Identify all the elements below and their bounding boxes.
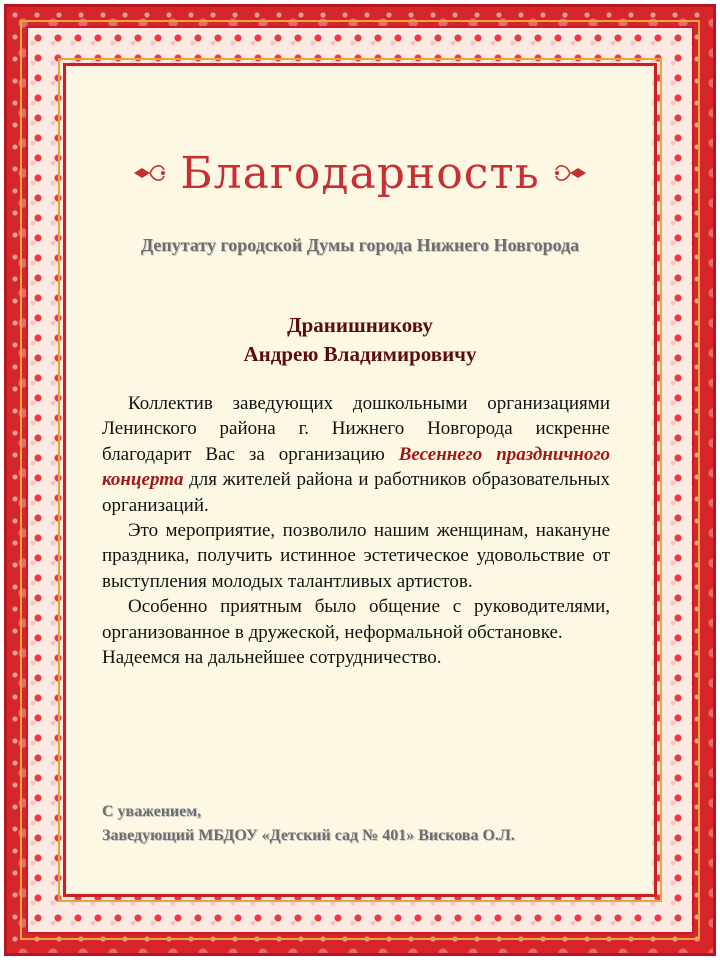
- paragraph-3: Особенно приятным было общение с руководителями, организованное в дружеской, неформальной обстановке.: [102, 596, 610, 643]
- paragraph-2: Это мероприятие, позволило нашим женщинам, накануне праздника, получить истинное эстетическое удовольствие от выступления молодых талантливых артистов.: [102, 520, 610, 592]
- concert-name-highlight: Весеннего праздничного концерта: [102, 443, 610, 491]
- document-title: Благодарность: [180, 147, 540, 199]
- flourish-left-icon: [132, 158, 166, 188]
- letter-body: [102, 391, 610, 670]
- title-row: [68, 138, 652, 208]
- flourish-right-icon: [554, 158, 588, 188]
- recipient-name: [100, 311, 620, 369]
- recipient-position: Депутату городской Думы города Нижнего Новгорода: [140, 235, 580, 255]
- paragraph-1: Коллектив заведующих дошкольными организациями Ленинского района г. Нижнего Новгорода искренне благодарит Вас за организацию Весеннего праздничного концерта для жителей района и работников образовательных организаций.: [102, 393, 610, 516]
- signature-signer: Заведующий МБДОУ «Детский сад № 401» Вискова О.Л.: [102, 827, 515, 844]
- paragraph-4: Надеемся на дальнейшее сотрудничество.: [102, 647, 442, 669]
- signature-block: [102, 800, 622, 848]
- recipient-first-patronymic: Андрею Владимировичу: [243, 342, 477, 366]
- recipient-surname: Дранишникову: [287, 313, 433, 337]
- signature-greeting: С уважением,: [102, 803, 202, 820]
